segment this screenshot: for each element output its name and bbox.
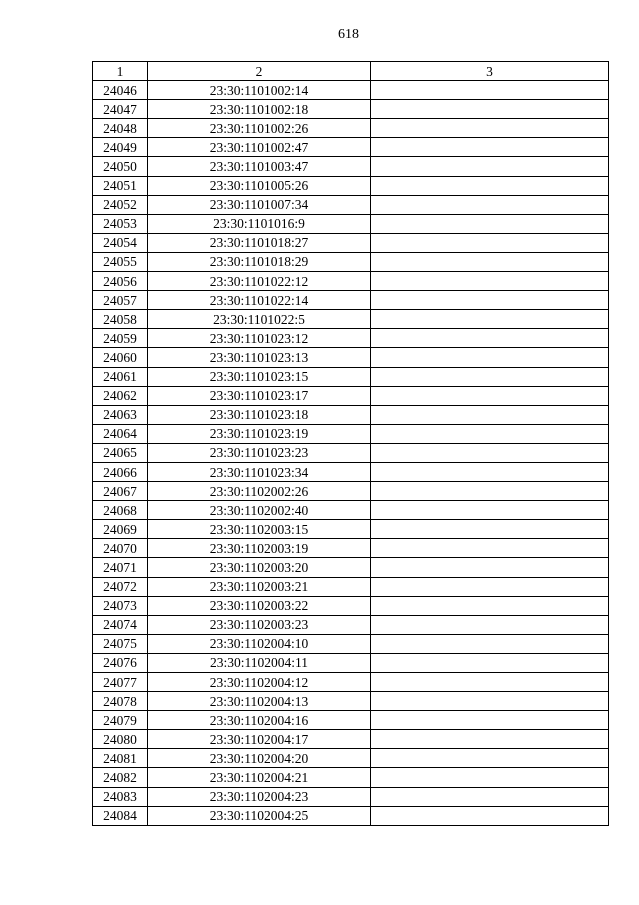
row-number-cell: 24078 [93,692,148,711]
note-cell [371,730,609,749]
cadastral-number-cell: 23:30:1102004:17 [148,730,371,749]
cadastral-number-cell: 23:30:1101023:18 [148,405,371,424]
table-row [93,100,609,119]
cadastral-number-cell: 23:30:1101023:13 [148,348,371,367]
table-row [93,501,609,520]
note-cell [371,405,609,424]
table-body [93,81,609,826]
cadastral-number-cell: 23:30:1102004:13 [148,692,371,711]
row-number-cell: 24063 [93,405,148,424]
table-row [93,730,609,749]
row-number-cell: 24059 [93,329,148,348]
note-cell [371,462,609,481]
row-number-cell: 24062 [93,386,148,405]
table-row [93,138,609,157]
row-number-cell: 24054 [93,233,148,252]
note-cell [371,520,609,539]
row-number-cell: 24064 [93,424,148,443]
table-row [93,482,609,501]
cadastral-number-cell: 23:30:1102002:26 [148,482,371,501]
row-number-cell: 24081 [93,749,148,768]
cadastral-number-cell: 23:30:1101003:47 [148,157,371,176]
row-number-cell: 24047 [93,100,148,119]
note-cell [371,443,609,462]
table-row [93,272,609,291]
row-number-cell: 24057 [93,291,148,310]
row-number-cell: 24077 [93,673,148,692]
note-cell [371,348,609,367]
cadastral-number-cell: 23:30:1102004:10 [148,634,371,653]
row-number-cell: 24056 [93,272,148,291]
note-cell [371,577,609,596]
cadastral-number-cell: 23:30:1101002:14 [148,81,371,100]
note-cell [371,195,609,214]
note-cell [371,100,609,119]
note-cell [371,233,609,252]
note-cell [371,176,609,195]
table-row [93,749,609,768]
note-cell [371,634,609,653]
row-number-cell: 24076 [93,653,148,672]
column-header-1: 1 [93,62,148,81]
row-number-cell: 24073 [93,596,148,615]
row-number-cell: 24048 [93,119,148,138]
table-row [93,615,609,634]
cadastral-number-cell: 23:30:1102004:21 [148,768,371,787]
note-cell [371,673,609,692]
note-cell [371,558,609,577]
note-cell [371,615,609,634]
table-row [93,386,609,405]
cadastral-number-cell: 23:30:1102003:21 [148,577,371,596]
cadastral-number-cell: 23:30:1101002:26 [148,119,371,138]
table-row [93,405,609,424]
cadastral-number-cell: 23:30:1101023:15 [148,367,371,386]
cadastral-number-cell: 23:30:1102003:15 [148,520,371,539]
cadastral-number-cell: 23:30:1101016:9 [148,214,371,233]
row-number-cell: 24058 [93,310,148,329]
row-number-cell: 24052 [93,195,148,214]
table-row [93,195,609,214]
table-row [93,634,609,653]
note-cell [371,291,609,310]
row-number-cell: 24050 [93,157,148,176]
row-number-cell: 24072 [93,577,148,596]
cadastral-number-cell: 23:30:1101005:26 [148,176,371,195]
table-row [93,291,609,310]
table-row [93,443,609,462]
note-cell [371,749,609,768]
table-row [93,520,609,539]
row-number-cell: 24046 [93,81,148,100]
table-row [93,81,609,100]
cadastral-number-cell: 23:30:1101023:12 [148,329,371,348]
note-cell [371,329,609,348]
cadastral-number-cell: 23:30:1101022:5 [148,310,371,329]
data-table [92,61,609,826]
note-cell [371,806,609,825]
table-header [93,62,609,81]
row-number-cell: 24075 [93,634,148,653]
row-number-cell: 24084 [93,806,148,825]
table-row [93,539,609,558]
table-row [93,233,609,252]
table-row [93,787,609,806]
note-cell [371,424,609,443]
cadastral-number-cell: 23:30:1102004:20 [148,749,371,768]
row-number-cell: 24053 [93,214,148,233]
row-number-cell: 24074 [93,615,148,634]
table-row [93,692,609,711]
note-cell [371,119,609,138]
note-cell [371,138,609,157]
cadastral-number-cell: 23:30:1101018:29 [148,252,371,271]
table-row [93,711,609,730]
note-cell [371,367,609,386]
cadastral-number-cell: 23:30:1101018:27 [148,233,371,252]
note-cell [371,692,609,711]
table-row [93,329,609,348]
page-number: 618 [338,27,359,42]
table-row [93,348,609,367]
note-cell [371,711,609,730]
row-number-cell: 24051 [93,176,148,195]
column-header-3: 3 [371,62,609,81]
header-row [93,62,609,81]
row-number-cell: 24071 [93,558,148,577]
table-row [93,310,609,329]
table-row [93,577,609,596]
cadastral-number-cell: 23:30:1102003:19 [148,539,371,558]
table-row [93,176,609,195]
cadastral-number-cell: 23:30:1102004:25 [148,806,371,825]
note-cell [371,768,609,787]
note-cell [371,386,609,405]
table-row [93,768,609,787]
note-cell [371,252,609,271]
cadastral-number-cell: 23:30:1102003:22 [148,596,371,615]
row-number-cell: 24070 [93,539,148,558]
cadastral-number-cell: 23:30:1102004:11 [148,653,371,672]
cadastral-number-cell: 23:30:1101023:34 [148,462,371,481]
row-number-cell: 24067 [93,482,148,501]
table-row [93,806,609,825]
table-row [93,367,609,386]
cadastral-number-cell: 23:30:1102003:20 [148,558,371,577]
note-cell [371,787,609,806]
note-cell [371,596,609,615]
cadastral-number-cell: 23:30:1102004:16 [148,711,371,730]
table-row [93,119,609,138]
row-number-cell: 24079 [93,711,148,730]
table-row [93,653,609,672]
cadastral-number-cell: 23:30:1101022:12 [148,272,371,291]
cadastral-number-cell: 23:30:1101023:23 [148,443,371,462]
note-cell [371,310,609,329]
row-number-cell: 24061 [93,367,148,386]
table-row [93,462,609,481]
cadastral-number-cell: 23:30:1101007:34 [148,195,371,214]
row-number-cell: 24060 [93,348,148,367]
row-number-cell: 24082 [93,768,148,787]
row-number-cell: 24049 [93,138,148,157]
cadastral-number-cell: 23:30:1102004:12 [148,673,371,692]
note-cell [371,482,609,501]
row-number-cell: 24083 [93,787,148,806]
note-cell [371,653,609,672]
cadastral-number-cell: 23:30:1102004:23 [148,787,371,806]
table-row [93,157,609,176]
row-number-cell: 24069 [93,520,148,539]
note-cell [371,272,609,291]
cadastral-number-cell: 23:30:1102002:40 [148,501,371,520]
column-header-2: 2 [148,62,371,81]
note-cell [371,214,609,233]
table-row [93,252,609,271]
note-cell [371,501,609,520]
cadastral-number-cell: 23:30:1101023:19 [148,424,371,443]
cadastral-number-cell: 23:30:1102003:23 [148,615,371,634]
row-number-cell: 24066 [93,462,148,481]
note-cell [371,81,609,100]
table-row [93,214,609,233]
cadastral-number-cell: 23:30:1101002:47 [148,138,371,157]
table-row [93,424,609,443]
cadastral-number-cell: 23:30:1101002:18 [148,100,371,119]
row-number-cell: 24055 [93,252,148,271]
cadastral-number-cell: 23:30:1101022:14 [148,291,371,310]
row-number-cell: 24065 [93,443,148,462]
note-cell [371,539,609,558]
note-cell [371,157,609,176]
row-number-cell: 24080 [93,730,148,749]
row-number-cell: 24068 [93,501,148,520]
table-row [93,673,609,692]
table-row [93,596,609,615]
table-row [93,558,609,577]
cadastral-number-cell: 23:30:1101023:17 [148,386,371,405]
